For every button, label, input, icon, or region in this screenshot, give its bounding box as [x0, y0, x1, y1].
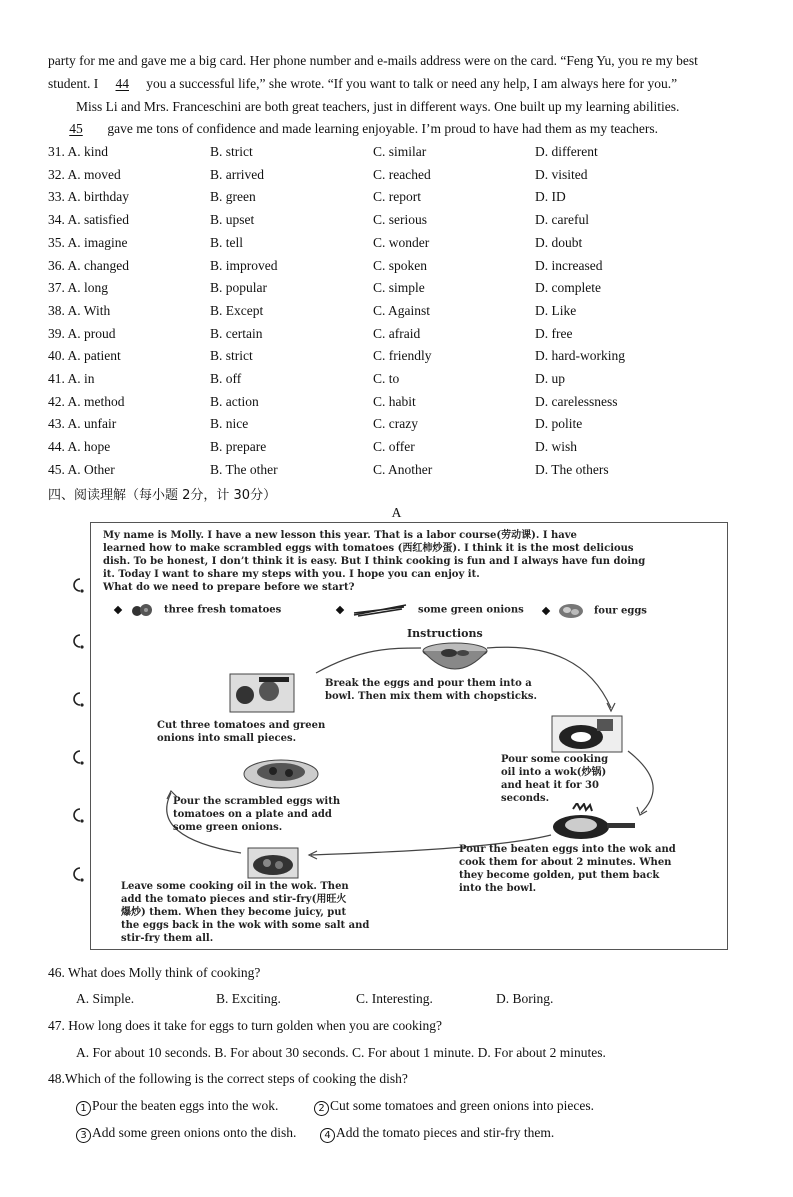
option-c[interactable]: C. crazy	[373, 416, 418, 432]
step-line: add the tomato pieces and stir-fry(用旺火	[121, 894, 347, 905]
step-line: oil into a wok(炒锅)	[501, 767, 607, 778]
option-b[interactable]: B. tell	[210, 234, 243, 250]
option-b[interactable]: B. off	[210, 371, 242, 386]
cutting-board-icon	[229, 673, 295, 713]
option-a[interactable]: 38. A. With	[48, 302, 111, 318]
option-d[interactable]: D. careful	[535, 212, 589, 228]
option-row	[48, 415, 768, 433]
option-b[interactable]: B. green	[210, 189, 256, 205]
oil-pouring-icon	[551, 715, 623, 753]
option-b[interactable]: B. upset	[210, 212, 255, 228]
step-line: and heat it for 30	[501, 780, 599, 791]
option-a[interactable]: 35. A. imagine	[48, 234, 128, 250]
step-line: Pour some cooking	[501, 754, 609, 765]
option-row	[48, 370, 768, 388]
option-row	[48, 461, 768, 479]
circled-number: 4	[320, 1128, 335, 1143]
option-d[interactable]: D. doubt	[535, 234, 583, 250]
option-row	[48, 302, 768, 320]
option-b[interactable]: B. arrived	[210, 166, 264, 182]
option-b[interactable]: B. improved	[210, 257, 278, 273]
intro-line: dish. To be honest, I don’t think it is easy. But I think cooking is fun and I always have fun doing	[103, 556, 646, 567]
option-c[interactable]: C. simple	[373, 280, 425, 296]
option-a[interactable]: 37. A. long	[48, 280, 109, 296]
option-c[interactable]: C. afraid	[373, 325, 421, 341]
circled-number: 2	[314, 1101, 329, 1116]
step-line: they become golden, put them back	[459, 870, 660, 881]
q48-option-2[interactable]	[314, 1097, 594, 1116]
q48-option-1[interactable]	[76, 1097, 278, 1116]
passage-line-3: Miss Li and Mrs. Franceschini are both great teachers, just in different ways. One built up my learning abilities.	[76, 99, 680, 114]
option-a[interactable]: 36. A. changed	[48, 257, 129, 273]
passage-label: A	[391, 505, 402, 520]
q48-option-text: Add some green onions onto the dish.	[92, 1125, 297, 1140]
question-47: 47. How long does it take for eggs to turn golden when you are cooking?	[48, 1018, 443, 1033]
ingredient-label: some green onions	[417, 604, 524, 616]
binder-ring-icon	[68, 690, 88, 708]
step-line: 爆炒) them. When they become juicy, put	[121, 907, 347, 918]
intro-line: What do we need to prepare before we start?	[103, 582, 355, 593]
q46-option-a[interactable]: A. Simple.	[76, 991, 135, 1006]
step-line: Leave some cooking oil in the wok. Then	[121, 881, 349, 892]
option-a[interactable]: 32. A. moved	[48, 166, 121, 182]
option-row	[48, 257, 768, 275]
option-d[interactable]: D. free	[535, 325, 573, 341]
option-b[interactable]: B. The other	[210, 461, 278, 477]
binder-ring-icon	[68, 576, 88, 594]
option-b[interactable]: B. strict	[210, 348, 253, 364]
circled-number: 3	[76, 1128, 91, 1143]
binder-ring-icon	[68, 632, 88, 650]
option-a[interactable]: 45. A. Other	[48, 461, 115, 477]
step-line: Cut three tomatoes and green	[157, 720, 326, 731]
option-d[interactable]: D. Like	[535, 302, 577, 318]
stir-fry-icon	[247, 847, 299, 879]
option-c[interactable]: C. to	[373, 371, 400, 386]
option-d[interactable]: D. polite	[535, 416, 583, 432]
option-row	[48, 438, 768, 456]
option-d[interactable]: D. wish	[535, 439, 578, 455]
step-line: cook them for about 2 minutes. When	[459, 857, 672, 868]
question-48: 48.Which of the following is the correct steps of cooking the dish?	[48, 1071, 408, 1086]
option-row	[48, 347, 768, 365]
binder-ring-icon	[68, 865, 88, 883]
step-line: the eggs back in the wok with some salt and	[121, 920, 370, 931]
step-line: Pour the scrambled eggs with	[173, 796, 341, 807]
option-b[interactable]: B. Except	[210, 302, 264, 318]
option-b[interactable]: B. popular	[210, 280, 267, 296]
step-line: some green onions.	[173, 822, 283, 833]
step-line: bowl. Then mix them with chopsticks.	[325, 691, 537, 702]
q48-option-3[interactable]	[76, 1124, 296, 1143]
blank-44: 44	[115, 76, 129, 91]
option-c[interactable]: C. similar	[373, 144, 427, 159]
intro-line: learned how to make scrambled eggs with tomatoes (西红柿炒蛋). I think it is the most delicious	[103, 543, 634, 554]
option-b[interactable]: B. prepare	[210, 439, 267, 455]
q46-option-d[interactable]: D. Boring.	[496, 991, 554, 1006]
option-d[interactable]: D. complete	[535, 280, 601, 296]
step-break	[325, 677, 537, 703]
option-b[interactable]: B. certain	[210, 325, 263, 341]
option-row	[48, 166, 768, 184]
option-row	[48, 279, 768, 297]
option-c[interactable]: C. wonder	[373, 234, 430, 250]
option-a[interactable]: 43. A. unfair	[48, 416, 117, 432]
option-c[interactable]: C. serious	[373, 212, 427, 228]
step-line: Break the eggs and pour them into a	[325, 678, 532, 689]
step-plate	[173, 795, 340, 834]
option-row	[48, 143, 768, 161]
step-line: Pour the beaten eggs into the wok and	[459, 844, 676, 855]
option-a[interactable]: 40. A. patient	[48, 348, 121, 364]
binder-ring-icon	[68, 806, 88, 824]
step-oil	[501, 753, 608, 805]
intro-line: it. Today I want to share my steps with you. I hope you can enjoy it.	[103, 569, 480, 580]
option-d[interactable]: D. ID	[535, 189, 566, 205]
recipe-card	[90, 522, 728, 950]
frying-pan-icon	[549, 803, 635, 843]
step-line: seconds.	[501, 793, 550, 804]
option-c[interactable]: C. Against	[373, 302, 431, 318]
q48-option-text: Cut some tomatoes and green onions into pieces.	[330, 1098, 594, 1113]
step-line: stir-fry them all.	[121, 933, 214, 944]
passage-line-2	[48, 75, 677, 93]
option-a[interactable]: 41. A. in	[48, 371, 95, 386]
option-a[interactable]: 39. A. proud	[48, 325, 116, 341]
blank-45: 45	[69, 121, 83, 136]
option-row	[48, 393, 768, 411]
q46-option-c[interactable]: C. Interesting.	[356, 991, 433, 1006]
binder-ring-icon	[68, 748, 88, 766]
ingredient-label: four eggs	[593, 605, 647, 617]
option-d[interactable]: D. increased	[535, 257, 603, 273]
q48-option-text: Pour the beaten eggs into the wok.	[92, 1098, 279, 1113]
instructions-title: Instructions	[407, 627, 483, 640]
step-line: onions into small pieces.	[157, 733, 297, 744]
q46-option-b[interactable]: B. Exciting.	[216, 991, 281, 1006]
intro-line: My name is Molly. I have a new lesson this year. That is a labor course(劳动课). I have	[103, 530, 577, 541]
passage-line-1: party for me and gave me a big card. Her phone number and e-mails address were on the card. “Feng Yu, you re my best	[48, 53, 698, 68]
option-row	[48, 325, 768, 343]
option-row	[48, 234, 768, 252]
option-c[interactable]: C. spoken	[373, 257, 427, 273]
option-row	[48, 211, 768, 229]
option-c[interactable]: C. report	[373, 189, 421, 205]
section-title: 四、阅读理解（每小题 2分，计 30分）	[48, 488, 277, 503]
option-a[interactable]: 33. A. birthday	[48, 189, 129, 205]
option-a[interactable]: 44. A. hope	[48, 439, 111, 455]
q48-option-4[interactable]	[320, 1124, 554, 1143]
step-line: tomatoes on a plate and add	[173, 809, 332, 820]
step-cut	[157, 719, 325, 745]
option-d[interactable]: D. carelessness	[535, 393, 618, 409]
option-d[interactable]: D. different	[535, 144, 598, 159]
option-d[interactable]: D. The others	[535, 461, 609, 477]
passage-line-2-start: student. I	[48, 76, 99, 91]
step-line: into the bowl.	[459, 883, 537, 894]
passage-line-4	[48, 120, 658, 138]
option-d[interactable]: D. hard-working	[535, 348, 625, 364]
option-a[interactable]: 42. A. method	[48, 393, 125, 409]
q47-options[interactable]: A. For about 10 seconds. B. For about 30 seconds. C. For about 1 minute. D. For about 2 minutes.	[76, 1045, 606, 1060]
option-c[interactable]: C. reached	[373, 166, 431, 182]
option-c[interactable]: C. Another	[373, 461, 433, 477]
option-b[interactable]: B. action	[210, 393, 259, 409]
passage-line-2-end: you a successful life,” she wrote. “If you want to talk or need any help, I am always here for you.”	[146, 76, 678, 91]
option-a[interactable]: 34. A. satisfied	[48, 212, 129, 228]
bowl-icon	[421, 641, 489, 677]
question-46: 46. What does Molly think of cooking?	[48, 965, 261, 980]
q48-option-text: Add the tomato pieces and stir-fry them.	[336, 1125, 555, 1140]
option-d[interactable]: D. visited	[535, 166, 588, 182]
option-d[interactable]: D. up	[535, 371, 565, 386]
step-pour	[459, 843, 676, 895]
option-c[interactable]: C. offer	[373, 439, 415, 455]
option-c[interactable]: C. friendly	[373, 348, 432, 364]
circled-number: 1	[76, 1101, 91, 1116]
option-c[interactable]: C. habit	[373, 393, 416, 409]
option-b[interactable]: B. nice	[210, 416, 249, 432]
step-leave	[121, 880, 369, 945]
option-b[interactable]: B. strict	[210, 144, 253, 159]
option-row	[48, 188, 768, 206]
ingredient-label: three fresh tomatoes	[163, 604, 282, 616]
passage-line-4-end: gave me tons of confidence and made learning enjoyable. I’m proud to have had them as my teachers.	[107, 121, 659, 136]
plate-dish-icon	[243, 759, 319, 789]
option-a[interactable]: 31. A. kind	[48, 144, 109, 159]
